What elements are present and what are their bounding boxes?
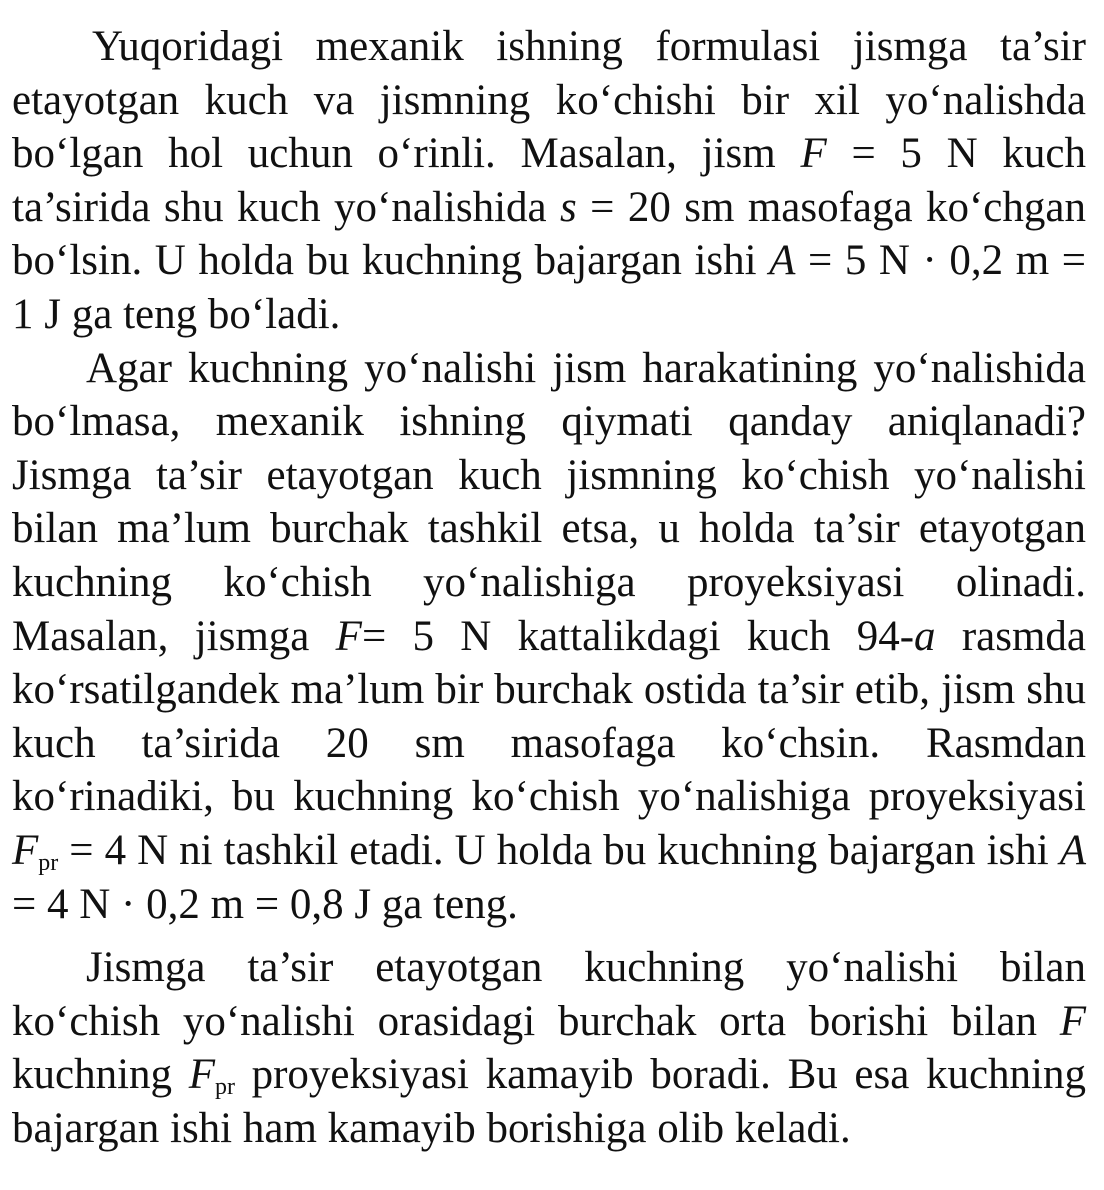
- math-symbol: A: [769, 237, 796, 285]
- math-symbol: s: [560, 183, 577, 231]
- math-symbol: F: [1059, 997, 1086, 1045]
- text-run: = 20 sm masofaga ko‘chgan bo‘lsin. U holda bu kuchning bajargan ishi: [12, 183, 1086, 285]
- math-symbol: F: [12, 826, 39, 874]
- math-symbol: F: [335, 612, 362, 660]
- text-run: kuchning: [12, 1051, 189, 1099]
- math-subscript: pr: [214, 1074, 235, 1101]
- text-run: Jismga ta’sir etayotgan kuchning yo‘nalishi bilan ko‘chish yo‘nalishi orasidagi burchak orta borishi bilan: [12, 944, 1086, 1045]
- text-run: = 5 N kattalikdagi kuch 94-: [361, 612, 915, 660]
- paragraph-force-projection: [12, 342, 1086, 932]
- math-symbol: a: [914, 612, 936, 660]
- text-run: = 5 N kuch ta’sirida shu kuch yo‘nalishida: [12, 130, 1087, 231]
- paragraph-angle-effect: [12, 941, 1086, 1155]
- math-symbol: F: [188, 1051, 215, 1099]
- math-symbol: A: [1059, 826, 1086, 874]
- math-symbol: F: [800, 130, 827, 178]
- document-page: [12, 20, 1086, 1155]
- text-run: Yuqoridagi mexanik ishning formulasi jismga ta’sir etayotgan kuch va jismning ko‘chishi bir xil yo‘nalishda bo‘lgan hol uchun o‘rinli. Masalan, jism: [12, 23, 1086, 178]
- text-run: = 5 N · 0,2 m = 1 J ga teng bo‘ladi.: [12, 237, 1087, 338]
- math-subscript: pr: [38, 849, 59, 876]
- text-run: Agar kuchning yo‘nalishi jism harakatining yo‘nalishida bo‘lmasa, mexanik ishning qiymati qanday aniqlanadi? Jismga ta’sir etayotgan kuch jismning ko‘chish yo‘nalishi bilan ma’lum burchak tashkil etsa, u holda ta’sir etayotgan kuchning ko‘chish yo‘nalishiga proyeksiyasi olinadi. Masalan, jismga: [12, 344, 1086, 660]
- text-run: rasmda ko‘rsatilgandek ma’lum bir burchak ostida ta’sir etib, jism shu kuch ta’sirida 20 sm masofaga ko‘chsin. Rasmdan ko‘rinadiki, bu kuchning ko‘chish yo‘nalishiga proyeksiyasi: [12, 612, 1086, 821]
- paragraph-work-formula: [12, 20, 1086, 342]
- text-run: proyeksiyasi kamayib boradi. Bu esa kuchning bajargan ishi ham kamayib borishiga olib keladi.: [12, 1051, 1086, 1152]
- text-run: = 4 N · 0,2 m = 0,8 J ga teng.: [12, 880, 518, 928]
- text-run: = 4 N ni tashkil etadi. U holda bu kuchning bajargan ishi: [58, 826, 1060, 874]
